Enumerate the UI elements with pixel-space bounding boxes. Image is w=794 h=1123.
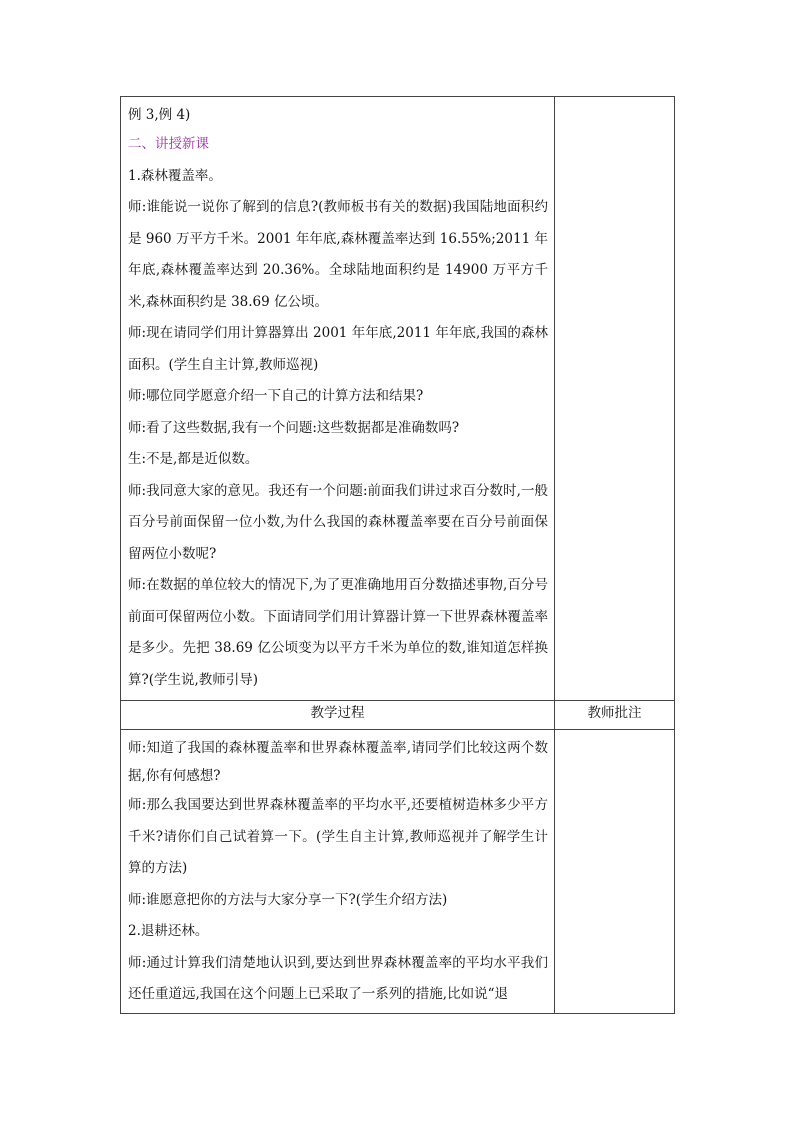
paragraph: 师:看了这些数据,我有一个问题:这些数据都是准确数吗? [128, 419, 460, 436]
paragraph: 师:那么我国要达到世界森林覆盖率的平均水平,还要植树造林多少平方千米?请你们自己试着算一下。(学生自主计算,教师巡视并了解学生计算的方法) [128, 797, 548, 876]
paragraph: 师:通过计算我们清楚地认识到,要达到世界森林覆盖率的平均水平我们还任重道远,我国在这个问题上已采取了一系列的措施,比如说“退 [128, 954, 548, 1002]
paragraph: 师:谁愿意把你的方法与大家分享一下?(学生介绍方法) [128, 891, 448, 908]
paragraph-subtitle: 2.退耕还林。 [128, 923, 209, 939]
header-row [121, 701, 675, 730]
lesson-plan-table [120, 96, 675, 1014]
content-row-1 [121, 97, 675, 701]
header-teacher-notes: 教师批注 [555, 701, 675, 730]
teacher-notes-cell [555, 730, 675, 1014]
paragraph: 师:哪位同学愿意介绍一下自己的计算方法和结果? [128, 388, 424, 404]
paragraph-examples: 例 3,例 4) [128, 107, 191, 123]
header-teaching-process: 教学过程 [121, 701, 555, 730]
paragraph: 生:不是,都是近似数。 [128, 451, 259, 467]
paragraph: 师:知道了我国的森林覆盖率和世界森林覆盖率,请同学们比较这两个数据,你有何感想? [128, 740, 548, 784]
paragraph-subtitle: 1.森林覆盖率。 [128, 167, 222, 184]
teaching-process-cell [121, 730, 555, 1014]
paragraph: 师:谁能说一说你了解到的信息?(教师板书有关的数据)我国陆地面积约是 960 万平方千米。2001 年年底,森林覆盖率达到 16.55%;2011 年年底,森林覆盖率达到 20.36%。全球陆地面积约是 14900 万平方千米,森林面积约是 38.69 亿公顷。 [128, 199, 548, 310]
paragraph: 师:现在请同学们用计算器算出 2001 年年底,2011 年年底,我国的森林面积。(学生自主计算,教师巡视) [128, 325, 548, 373]
section-heading: 二、讲授新课 [128, 136, 209, 152]
paragraph: 师:我同意大家的意见。我还有一个问题:前面我们讲过求百分数时,一般百分号前面保留一位小数,为什么我国的森林覆盖率要在百分号前面保留两位小数呢? [128, 482, 548, 562]
paragraph: 师:在数据的单位较大的情况下,为了更准确地用百分数描述事物,百分号前面可保留两位小数。下面请同学们用计算器计算一下世界森林覆盖率是多少。先把 38.69 亿公顷变为以平方千米为单位的数,谁知道怎样换算?(学生说,教师引导) [128, 577, 548, 688]
teaching-process-cell [121, 97, 555, 701]
teacher-notes-cell [555, 97, 675, 701]
content-row-2 [121, 730, 675, 1014]
